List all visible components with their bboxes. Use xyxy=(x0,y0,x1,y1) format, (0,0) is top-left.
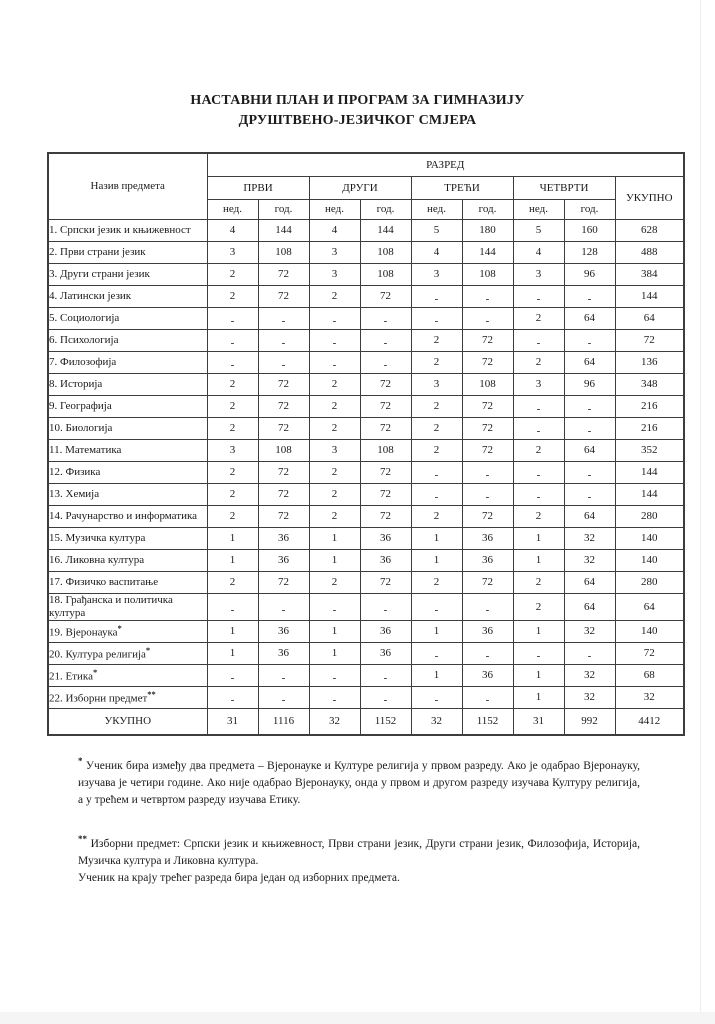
value-cell: 108 xyxy=(360,241,411,263)
value-cell: 96 xyxy=(564,263,615,285)
value-cell: - xyxy=(309,307,360,329)
value-cell: - xyxy=(411,483,462,505)
value-cell: 5 xyxy=(411,219,462,241)
table-row xyxy=(48,505,684,527)
value-cell: 36 xyxy=(462,549,513,571)
value-cell: 72 xyxy=(360,395,411,417)
value-cell: - xyxy=(258,593,309,620)
value-cell: 144 xyxy=(462,241,513,263)
value-cell: 2 xyxy=(411,395,462,417)
value-cell: 2 xyxy=(513,505,564,527)
value-cell: - xyxy=(564,285,615,307)
totals-value-cell: 31 xyxy=(513,708,564,735)
value-cell: 144 xyxy=(360,219,411,241)
value-cell: - xyxy=(258,664,309,686)
value-cell: - xyxy=(360,686,411,708)
value-cell: 72 xyxy=(462,395,513,417)
value-cell: - xyxy=(513,483,564,505)
footnote-2-line2: Ученик на крају трећег разреда бира један од изборних предмета. xyxy=(78,872,400,885)
value-cell: 2 xyxy=(309,483,360,505)
week-label-header: нед. xyxy=(309,199,360,219)
totals-value-cell: 31 xyxy=(207,708,258,735)
value-cell: - xyxy=(564,483,615,505)
value-cell: - xyxy=(207,351,258,373)
footnote-2 xyxy=(78,833,640,887)
subject-name-cell: 1. Српски језик и књижевност xyxy=(48,219,207,241)
table-row xyxy=(48,483,684,505)
value-cell: 72 xyxy=(462,439,513,461)
row-total-cell: 64 xyxy=(615,593,684,620)
value-cell: 2 xyxy=(513,571,564,593)
footnote-1 xyxy=(78,755,640,809)
totals-value-cell: 32 xyxy=(411,708,462,735)
value-cell: - xyxy=(462,642,513,664)
value-cell: 36 xyxy=(258,527,309,549)
totals-label: УКУПНО xyxy=(48,708,207,735)
value-cell: - xyxy=(411,461,462,483)
subject-name-cell: 11. Математика xyxy=(48,439,207,461)
value-cell: 72 xyxy=(360,285,411,307)
value-cell: 72 xyxy=(462,329,513,351)
value-cell: 108 xyxy=(360,263,411,285)
value-cell: 160 xyxy=(564,219,615,241)
value-cell: 3 xyxy=(309,439,360,461)
curriculum-table xyxy=(47,152,685,736)
value-cell: 2 xyxy=(207,571,258,593)
value-cell: 72 xyxy=(258,417,309,439)
value-cell: 2 xyxy=(309,373,360,395)
table-row xyxy=(48,241,684,263)
value-cell: 2 xyxy=(309,505,360,527)
value-cell: 1 xyxy=(513,549,564,571)
value-cell: - xyxy=(462,307,513,329)
value-cell: - xyxy=(207,664,258,686)
value-cell: 72 xyxy=(360,483,411,505)
value-cell: - xyxy=(309,329,360,351)
value-cell: 2 xyxy=(513,307,564,329)
subject-name-cell: 4. Латински језик xyxy=(48,285,207,307)
row-total-cell: 280 xyxy=(615,505,684,527)
value-cell: 4 xyxy=(207,219,258,241)
value-cell: - xyxy=(207,329,258,351)
value-cell: 32 xyxy=(564,686,615,708)
value-cell: 2 xyxy=(411,329,462,351)
subject-name-cell: 21. Етика* xyxy=(48,664,207,686)
value-cell: 1 xyxy=(207,620,258,642)
value-cell: - xyxy=(462,593,513,620)
value-cell: 32 xyxy=(564,664,615,686)
value-cell: 1 xyxy=(207,642,258,664)
subject-name-cell: 9. Географија xyxy=(48,395,207,417)
value-cell: 72 xyxy=(462,505,513,527)
row-total-cell: 144 xyxy=(615,461,684,483)
value-cell: - xyxy=(513,642,564,664)
value-cell: 2 xyxy=(513,439,564,461)
value-cell: - xyxy=(513,395,564,417)
total-column-header: УКУПНО xyxy=(615,176,684,219)
subject-name-cell: 12. Физика xyxy=(48,461,207,483)
table-row xyxy=(48,307,684,329)
value-cell: 1 xyxy=(513,686,564,708)
value-cell: - xyxy=(258,351,309,373)
value-cell: 72 xyxy=(360,417,411,439)
totals-value-cell: 1116 xyxy=(258,708,309,735)
value-cell: - xyxy=(564,417,615,439)
value-cell: - xyxy=(411,686,462,708)
value-cell: 36 xyxy=(360,527,411,549)
value-cell: - xyxy=(462,483,513,505)
value-cell: 64 xyxy=(564,307,615,329)
value-cell: - xyxy=(564,642,615,664)
subject-name-cell: 7. Филозофија xyxy=(48,351,207,373)
value-cell: 72 xyxy=(258,505,309,527)
value-cell: 1 xyxy=(513,620,564,642)
subject-name-cell: 13. Хемија xyxy=(48,483,207,505)
footnote-1-text: Ученик бира између два предмета – Вјеронауке и Културе религија у првом разреду. Ако је одабрао Вјеронауку, изучава је четири године. Ако није одабрао Вјеронауку, онда у првом и другом разреду изучава Културу религија, а у трећем и четвртом разреду изучава Етику. xyxy=(78,759,640,806)
value-cell: 36 xyxy=(462,527,513,549)
value-cell: - xyxy=(411,307,462,329)
table-row xyxy=(48,571,684,593)
subject-name-cell: 5. Социологија xyxy=(48,307,207,329)
value-cell: 2 xyxy=(207,373,258,395)
subject-name-cell: 18. Грађанска и политичка култура xyxy=(48,593,207,620)
value-cell: 3 xyxy=(513,263,564,285)
value-cell: - xyxy=(309,686,360,708)
page-title xyxy=(0,0,715,132)
value-cell: 1 xyxy=(513,664,564,686)
value-cell: 72 xyxy=(258,571,309,593)
value-cell: 3 xyxy=(207,439,258,461)
value-cell: 108 xyxy=(258,439,309,461)
table-row xyxy=(48,395,684,417)
value-cell: 4 xyxy=(411,241,462,263)
table-row xyxy=(48,373,684,395)
totals-value-cell: 992 xyxy=(564,708,615,735)
table-row xyxy=(48,527,684,549)
subject-name-cell: 8. Историја xyxy=(48,373,207,395)
row-total-cell: 32 xyxy=(615,686,684,708)
header-row-razred xyxy=(48,153,684,177)
value-cell: 64 xyxy=(564,439,615,461)
row-total-cell: 64 xyxy=(615,307,684,329)
table-row xyxy=(48,439,684,461)
totals-value-cell: 32 xyxy=(309,708,360,735)
value-cell: 1 xyxy=(513,527,564,549)
subject-name-cell: 17. Физичко васпитање xyxy=(48,571,207,593)
row-total-cell: 140 xyxy=(615,620,684,642)
subject-name-cell: 22. Изборни предмет** xyxy=(48,686,207,708)
value-cell: 64 xyxy=(564,593,615,620)
table-row xyxy=(48,285,684,307)
grade-header-drugi: ДРУГИ xyxy=(309,176,411,199)
table-row xyxy=(48,664,684,686)
year-label-header: год. xyxy=(360,199,411,219)
grade-header-cetvrti: ЧЕТВРТИ xyxy=(513,176,615,199)
value-cell: 36 xyxy=(360,642,411,664)
value-cell: 2 xyxy=(411,439,462,461)
value-cell: - xyxy=(207,686,258,708)
value-cell: - xyxy=(258,686,309,708)
name-column-header: Назив предмета xyxy=(48,153,207,220)
value-cell: - xyxy=(360,329,411,351)
value-cell: - xyxy=(360,593,411,620)
value-cell: 2 xyxy=(207,483,258,505)
value-cell: 2 xyxy=(309,285,360,307)
value-cell: - xyxy=(309,593,360,620)
row-total-cell: 280 xyxy=(615,571,684,593)
viewer-bottom-bar xyxy=(0,1012,715,1024)
value-cell: - xyxy=(309,351,360,373)
value-cell: - xyxy=(462,461,513,483)
value-cell: 108 xyxy=(462,263,513,285)
value-cell: 1 xyxy=(309,642,360,664)
totals-value-cell: 1152 xyxy=(360,708,411,735)
value-cell: 1 xyxy=(309,549,360,571)
value-cell: 1 xyxy=(411,620,462,642)
row-total-cell: 628 xyxy=(615,219,684,241)
value-cell: 96 xyxy=(564,373,615,395)
value-cell: 72 xyxy=(258,285,309,307)
value-cell: 3 xyxy=(309,263,360,285)
value-cell: 36 xyxy=(258,642,309,664)
subject-name-cell: 6. Психологија xyxy=(48,329,207,351)
value-cell: 72 xyxy=(360,373,411,395)
value-cell: 72 xyxy=(258,483,309,505)
value-cell: 64 xyxy=(564,505,615,527)
subject-name-cell: 14. Рачунарство и информатика xyxy=(48,505,207,527)
value-cell: 72 xyxy=(258,263,309,285)
value-cell: 32 xyxy=(564,549,615,571)
value-cell: 36 xyxy=(462,664,513,686)
grade-header-prvi: ПРВИ xyxy=(207,176,309,199)
page-title-line2: ДРУШТВЕНО-ЈЕЗИЧКОГ СМЈЕРА xyxy=(238,113,477,129)
value-cell: - xyxy=(564,395,615,417)
row-total-cell: 72 xyxy=(615,329,684,351)
value-cell: 72 xyxy=(462,351,513,373)
value-cell: 2 xyxy=(207,505,258,527)
value-cell: - xyxy=(258,307,309,329)
value-cell: - xyxy=(309,664,360,686)
totals-row xyxy=(48,708,684,735)
row-total-cell: 352 xyxy=(615,439,684,461)
subject-name-cell: 15. Музичка култура xyxy=(48,527,207,549)
value-cell: 2 xyxy=(207,417,258,439)
footnote-2-marker: ** xyxy=(78,834,87,845)
grade-header-treci: ТРЕЋИ xyxy=(411,176,513,199)
value-cell: 1 xyxy=(411,549,462,571)
value-cell: 2 xyxy=(309,461,360,483)
year-label-header: год. xyxy=(258,199,309,219)
row-total-cell: 144 xyxy=(615,285,684,307)
value-cell: 3 xyxy=(207,241,258,263)
subject-name-cell: 3. Други страни језик xyxy=(48,263,207,285)
value-cell: - xyxy=(513,285,564,307)
value-cell: - xyxy=(258,329,309,351)
value-cell: - xyxy=(513,461,564,483)
value-cell: 2 xyxy=(207,285,258,307)
totals-value-cell: 1152 xyxy=(462,708,513,735)
subject-name-cell: 19. Вјеронаука* xyxy=(48,620,207,642)
footnotes xyxy=(78,755,640,887)
value-cell: 2 xyxy=(411,505,462,527)
value-cell: 2 xyxy=(513,593,564,620)
row-total-cell: 140 xyxy=(615,527,684,549)
row-total-cell: 140 xyxy=(615,549,684,571)
value-cell: 36 xyxy=(462,620,513,642)
value-cell: - xyxy=(462,285,513,307)
value-cell: 72 xyxy=(360,461,411,483)
week-label-header: нед. xyxy=(411,199,462,219)
value-cell: - xyxy=(411,642,462,664)
row-total-cell: 216 xyxy=(615,417,684,439)
value-cell: 64 xyxy=(564,351,615,373)
value-cell: 1 xyxy=(207,549,258,571)
value-cell: - xyxy=(360,664,411,686)
table-row xyxy=(48,642,684,664)
value-cell: 3 xyxy=(411,263,462,285)
value-cell: - xyxy=(462,686,513,708)
value-cell: 5 xyxy=(513,219,564,241)
value-cell: 72 xyxy=(360,505,411,527)
value-cell: 108 xyxy=(360,439,411,461)
table-row xyxy=(48,549,684,571)
footnote-1-marker: * xyxy=(78,755,83,766)
grand-total-cell: 4412 xyxy=(615,708,684,735)
value-cell: 72 xyxy=(360,571,411,593)
value-cell: 3 xyxy=(411,373,462,395)
value-cell: - xyxy=(360,307,411,329)
row-total-cell: 72 xyxy=(615,642,684,664)
value-cell: 1 xyxy=(207,527,258,549)
value-cell: 2 xyxy=(207,461,258,483)
value-cell: 2 xyxy=(411,351,462,373)
value-cell: 2 xyxy=(207,263,258,285)
value-cell: - xyxy=(360,351,411,373)
value-cell: 72 xyxy=(258,373,309,395)
year-label-header: год. xyxy=(462,199,513,219)
value-cell: 108 xyxy=(462,373,513,395)
value-cell: 36 xyxy=(258,620,309,642)
value-cell: 1 xyxy=(309,527,360,549)
value-cell: 32 xyxy=(564,620,615,642)
value-cell: 2 xyxy=(411,417,462,439)
row-total-cell: 488 xyxy=(615,241,684,263)
value-cell: - xyxy=(207,593,258,620)
value-cell: 3 xyxy=(309,241,360,263)
row-total-cell: 216 xyxy=(615,395,684,417)
table-row xyxy=(48,686,684,708)
year-label-header: год. xyxy=(564,199,615,219)
value-cell: 180 xyxy=(462,219,513,241)
value-cell: 72 xyxy=(462,417,513,439)
value-cell: - xyxy=(513,329,564,351)
value-cell: 72 xyxy=(258,461,309,483)
value-cell: 128 xyxy=(564,241,615,263)
value-cell: 2 xyxy=(207,395,258,417)
value-cell: - xyxy=(564,461,615,483)
razred-header: РАЗРЕД xyxy=(207,153,684,177)
value-cell: 36 xyxy=(360,549,411,571)
value-cell: - xyxy=(513,417,564,439)
value-cell: 2 xyxy=(411,571,462,593)
table-row xyxy=(48,351,684,373)
value-cell: 72 xyxy=(258,395,309,417)
week-label-header: нед. xyxy=(513,199,564,219)
value-cell: 2 xyxy=(513,351,564,373)
value-cell: 4 xyxy=(513,241,564,263)
value-cell: 2 xyxy=(309,571,360,593)
value-cell: - xyxy=(207,307,258,329)
value-cell: 72 xyxy=(462,571,513,593)
table-row xyxy=(48,219,684,241)
value-cell: 36 xyxy=(360,620,411,642)
subject-name-cell: 10. Биологија xyxy=(48,417,207,439)
row-total-cell: 348 xyxy=(615,373,684,395)
value-cell: 1 xyxy=(411,527,462,549)
table-row xyxy=(48,417,684,439)
table-row xyxy=(48,593,684,620)
value-cell: 1 xyxy=(411,664,462,686)
row-total-cell: 68 xyxy=(615,664,684,686)
row-total-cell: 384 xyxy=(615,263,684,285)
value-cell: 1 xyxy=(309,620,360,642)
table-row xyxy=(48,620,684,642)
subject-name-cell: 2. Први страни језик xyxy=(48,241,207,263)
value-cell: 108 xyxy=(258,241,309,263)
table-row xyxy=(48,263,684,285)
table-row xyxy=(48,461,684,483)
value-cell: - xyxy=(564,329,615,351)
value-cell: 32 xyxy=(564,527,615,549)
row-total-cell: 144 xyxy=(615,483,684,505)
week-label-header: нед. xyxy=(207,199,258,219)
value-cell: 144 xyxy=(258,219,309,241)
subject-name-cell: 20. Култура религија* xyxy=(48,642,207,664)
row-total-cell: 136 xyxy=(615,351,684,373)
subject-name-cell: 16. Ликовна култура xyxy=(48,549,207,571)
page-title-line1: НАСТАВНИ ПЛАН И ПРОГРАМ ЗА ГИМНАЗИЈУ xyxy=(190,93,525,108)
value-cell: 4 xyxy=(309,219,360,241)
value-cell: 2 xyxy=(309,395,360,417)
table-row xyxy=(48,329,684,351)
page-right-edge xyxy=(700,0,701,1012)
value-cell: 64 xyxy=(564,571,615,593)
value-cell: - xyxy=(411,285,462,307)
value-cell: - xyxy=(411,593,462,620)
footnote-2-text: Изборни предмет: Српски језик и књижевност, Први страни језик, Други страни језик, Филозофија, Историја, Музичка култура и Ликовна култура. xyxy=(78,838,641,868)
value-cell: 36 xyxy=(258,549,309,571)
value-cell: 2 xyxy=(309,417,360,439)
value-cell: 3 xyxy=(513,373,564,395)
